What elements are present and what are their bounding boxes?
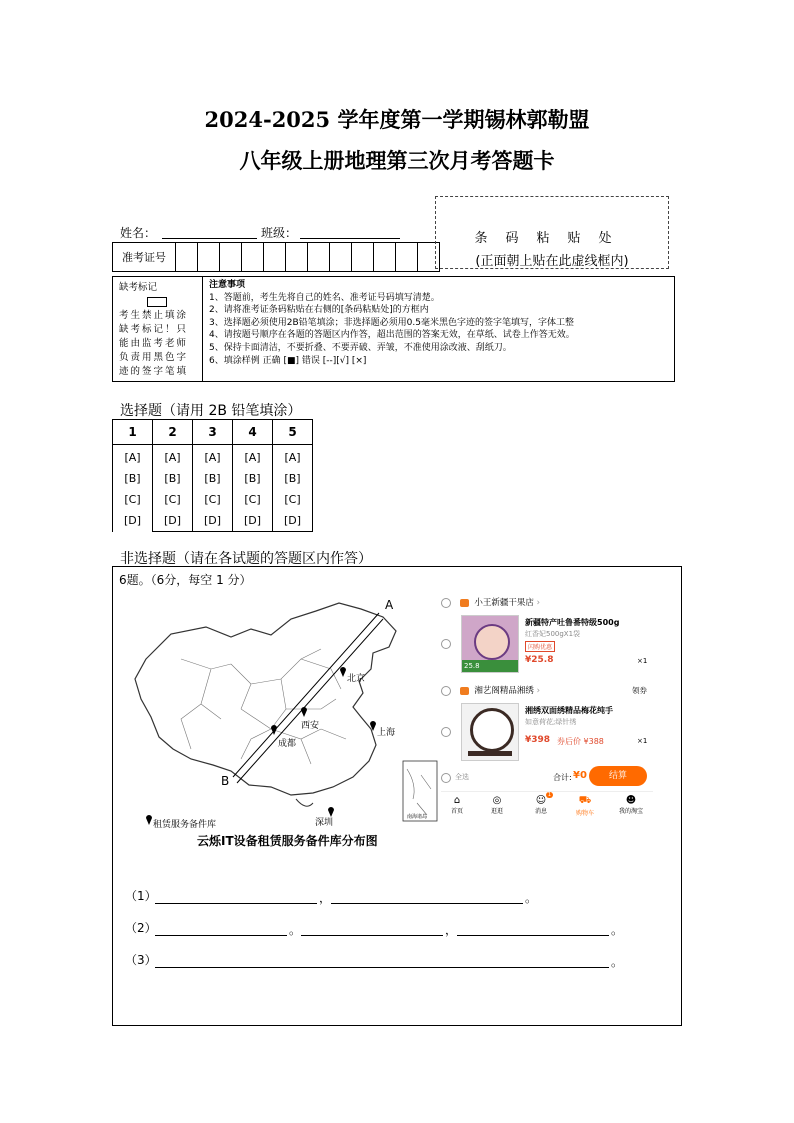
chevron-right-icon: ›	[533, 598, 541, 608]
store-icon	[460, 687, 469, 695]
option-b[interactable]: [B]	[124, 472, 141, 485]
absent-mark-box[interactable]	[147, 297, 167, 307]
chevron-right-icon: ›	[533, 686, 541, 696]
shopping-cart-screen	[441, 595, 653, 820]
point-b-label: B	[221, 774, 230, 788]
exam-number-cell[interactable]	[264, 243, 286, 272]
explore-icon: ◎	[492, 795, 502, 806]
option-a[interactable]: [A]	[164, 451, 181, 464]
question-number: 2	[153, 420, 193, 445]
product-price: ¥398	[525, 735, 551, 745]
product-tag: 闪购优惠	[525, 641, 555, 652]
checkout-button[interactable]: 结算	[589, 766, 647, 786]
option-c[interactable]: [C]	[124, 493, 141, 506]
choice-section-title: 选择题（请用 2B 铅笔填涂）	[120, 403, 302, 419]
class-label: 班级：	[261, 226, 298, 240]
city-label: 北京	[347, 674, 366, 684]
tab-label: 购物车	[575, 810, 594, 817]
option-d[interactable]: [D]	[163, 514, 182, 527]
punctuation: ，	[445, 923, 458, 937]
legend-label: 租赁服务备件库	[153, 820, 217, 830]
notes-item: 3、选择题必须使用2B铅笔填涂；非选择题必须用0.5毫米黑色字迹的签字笔填写，字体工整	[209, 317, 574, 328]
option-c[interactable]: [C]	[164, 493, 181, 506]
question-number: 4	[233, 420, 273, 445]
option-b[interactable]: [B]	[244, 472, 261, 485]
exam-number-cell[interactable]	[176, 243, 198, 272]
question-number: 1	[113, 420, 153, 445]
city-label: 深圳	[315, 818, 334, 828]
store-row	[441, 683, 653, 699]
exam-number-cell[interactable]	[308, 243, 330, 272]
option-b[interactable]: [B]	[164, 472, 181, 485]
pin-icon	[328, 807, 334, 817]
answer-label-1: （1）	[125, 889, 157, 903]
punctuation: 。	[611, 923, 624, 937]
exam-number-cell[interactable]	[330, 243, 352, 272]
name-label: 姓名：	[120, 226, 157, 240]
option-d[interactable]: [D]	[283, 514, 302, 527]
tab-profile[interactable]	[611, 795, 651, 815]
city-label: 成都	[278, 739, 297, 749]
answer-line[interactable]	[331, 902, 523, 904]
message-icon: ☺ 1	[535, 792, 551, 806]
answer-card-title: 八年级上册地理第三次月考答题卡	[239, 148, 555, 173]
notes-item: 5、保持卡面清洁，不要折叠、不要弄破、弄皱，不准使用涂改液、刮纸刀。	[209, 342, 512, 353]
tab-home[interactable]	[441, 795, 473, 815]
answer-line[interactable]	[155, 966, 609, 968]
tab-cart[interactable]	[569, 795, 601, 817]
china-map	[121, 589, 441, 851]
choice-column	[193, 445, 233, 532]
question-number: 3	[193, 420, 233, 445]
option-a[interactable]: [A]	[284, 451, 301, 464]
exam-number-label: 准考证号	[113, 243, 176, 272]
punctuation: 。	[611, 955, 624, 969]
absent-mark-text: 考生禁止填涂缺考标记！只能由监考老师负责用黑色字迹的签字笔填	[119, 310, 189, 377]
notes-title: 注意事项	[209, 280, 246, 290]
product-quantity[interactable]: ×1	[637, 737, 648, 745]
barcode-note: (正面朝上贴在此虚线框内)	[475, 254, 629, 269]
exam-number-cell[interactable]	[220, 243, 242, 272]
coupon-link[interactable]: 领券	[632, 686, 647, 695]
answer-line[interactable]	[301, 934, 443, 936]
store-row	[441, 595, 653, 611]
item-select-radio[interactable]	[441, 727, 451, 737]
absent-mark-title: 缺考标记	[119, 282, 158, 293]
choice-grid	[112, 419, 313, 532]
option-a[interactable]: [A]	[204, 451, 221, 464]
punctuation: 。	[525, 891, 538, 905]
product-spec[interactable]: 红香妃500gX1袋	[525, 630, 581, 638]
notes-box	[112, 276, 675, 382]
exam-number-cell[interactable]	[396, 243, 418, 272]
notes-item: 1、答题前，考生先将自己的姓名、准考证号码填写清楚。	[209, 292, 440, 303]
class-field[interactable]	[300, 224, 400, 239]
choice-column	[153, 445, 193, 532]
cart-footer	[441, 765, 653, 789]
answer-label-3: （3）	[125, 953, 157, 967]
exam-number-cell[interactable]	[374, 243, 396, 272]
tab-label: 首页	[450, 808, 463, 815]
cart-item	[441, 699, 653, 765]
barcode-area	[435, 196, 669, 269]
store-icon	[460, 599, 469, 607]
cart-item	[441, 611, 653, 679]
nonchoice-section-title: 非选择题（请在各试题的答题区内作答）	[120, 551, 372, 567]
choice-column	[273, 445, 313, 532]
notes-list	[209, 279, 670, 367]
exam-number-table	[112, 242, 440, 272]
message-badge: 1	[547, 792, 551, 798]
china-outline	[135, 603, 396, 795]
option-b[interactable]: [B]	[204, 472, 221, 485]
exam-number-cell[interactable]	[352, 243, 374, 272]
question-6-header: 6题。（6分，每空 1 分）	[119, 573, 252, 587]
product-discount-price: 券后价 ¥388	[557, 737, 604, 746]
product-name[interactable]: 新疆特产吐鲁番特级500g	[525, 618, 620, 627]
product-image-price: 25.8	[462, 660, 519, 672]
legend-pin-icon	[146, 815, 152, 825]
total-label: 合计:	[553, 773, 572, 782]
product-spec[interactable]: 如意荷花;绿针绣	[525, 718, 577, 726]
choice-column	[233, 445, 273, 532]
select-all-label[interactable]: 全选	[455, 773, 469, 781]
total-value: ¥0	[573, 770, 587, 781]
option-c[interactable]: [C]	[204, 493, 221, 506]
answer-line[interactable]	[155, 902, 317, 904]
exam-number-cell[interactable]	[198, 243, 220, 272]
exam-number-cell[interactable]	[242, 243, 264, 272]
punctuation: 。	[289, 923, 302, 937]
punctuation: ，	[319, 891, 332, 905]
tab-explore[interactable]	[481, 795, 513, 815]
store-select-radio[interactable]	[441, 686, 451, 696]
option-b[interactable]: [B]	[284, 472, 301, 485]
city-label: 西安	[301, 721, 320, 731]
option-d[interactable]: [D]	[123, 514, 142, 527]
question-number: 5	[273, 420, 313, 445]
store-select-radio[interactable]	[441, 598, 451, 608]
tab-label: 消息	[534, 808, 547, 815]
product-image[interactable]	[461, 615, 519, 673]
store-name[interactable]: 小王新疆干果店	[474, 598, 534, 608]
map-caption: 云烁IT设备租赁服务备件库分布图	[197, 834, 378, 848]
barcode-title: 条码粘贴处	[474, 231, 630, 246]
question-6-box	[112, 566, 682, 1026]
home-icon: ⌂	[453, 795, 461, 806]
product-name[interactable]: 湘绣双面绣精品梅花纯手	[525, 706, 613, 715]
product-price: ¥25.8	[525, 655, 554, 665]
select-all-radio[interactable]	[441, 773, 451, 783]
exam-title: 2024-2025 学年度第一学期锡林郭勒盟	[204, 107, 590, 132]
option-d[interactable]: [D]	[243, 514, 262, 527]
exam-number-cell[interactable]	[286, 243, 308, 272]
tab-label: 逛逛	[490, 808, 503, 815]
absent-mark-panel	[113, 277, 203, 381]
notes-item: 2、请将准考证条码粘贴在右侧的[条码粘贴处]的方框内	[209, 305, 429, 316]
cart-icon: ⛟	[578, 795, 592, 806]
notes-item: 4、请按题号顺序在各题的答题区内作答，超出范围的答案无效，在草纸、试卷上作答无效。	[209, 330, 575, 341]
profile-icon: ☻	[625, 795, 637, 806]
answer-line[interactable]	[155, 934, 287, 936]
product-image[interactable]	[461, 703, 519, 761]
option-a[interactable]: [A]	[124, 451, 141, 464]
city-label: 上海	[377, 728, 396, 738]
tab-messages[interactable]	[525, 792, 557, 815]
store-name[interactable]: 湘艺阁精品湘绣	[474, 686, 534, 696]
tab-label: 我的淘宝	[618, 808, 643, 815]
option-c[interactable]: [C]	[244, 493, 261, 506]
point-a-label: A	[385, 598, 394, 612]
south-china-sea-inset	[403, 761, 437, 821]
bottom-tab-bar	[441, 791, 653, 820]
choice-column	[113, 445, 153, 532]
notes-item: 6、填涂样例 正确 [■] 错误 [--][√] [×]	[209, 355, 367, 366]
answer-line[interactable]	[457, 934, 609, 936]
inset-label: 南海诸岛	[407, 814, 428, 820]
item-select-radio[interactable]	[441, 639, 451, 649]
hainan-island	[296, 799, 313, 806]
option-c[interactable]: [C]	[284, 493, 301, 506]
product-quantity[interactable]: ×1	[637, 657, 648, 665]
answer-label-2: （2）	[125, 921, 157, 935]
option-d[interactable]: [D]	[203, 514, 222, 527]
option-a[interactable]: [A]	[244, 451, 261, 464]
name-field[interactable]	[162, 224, 257, 239]
